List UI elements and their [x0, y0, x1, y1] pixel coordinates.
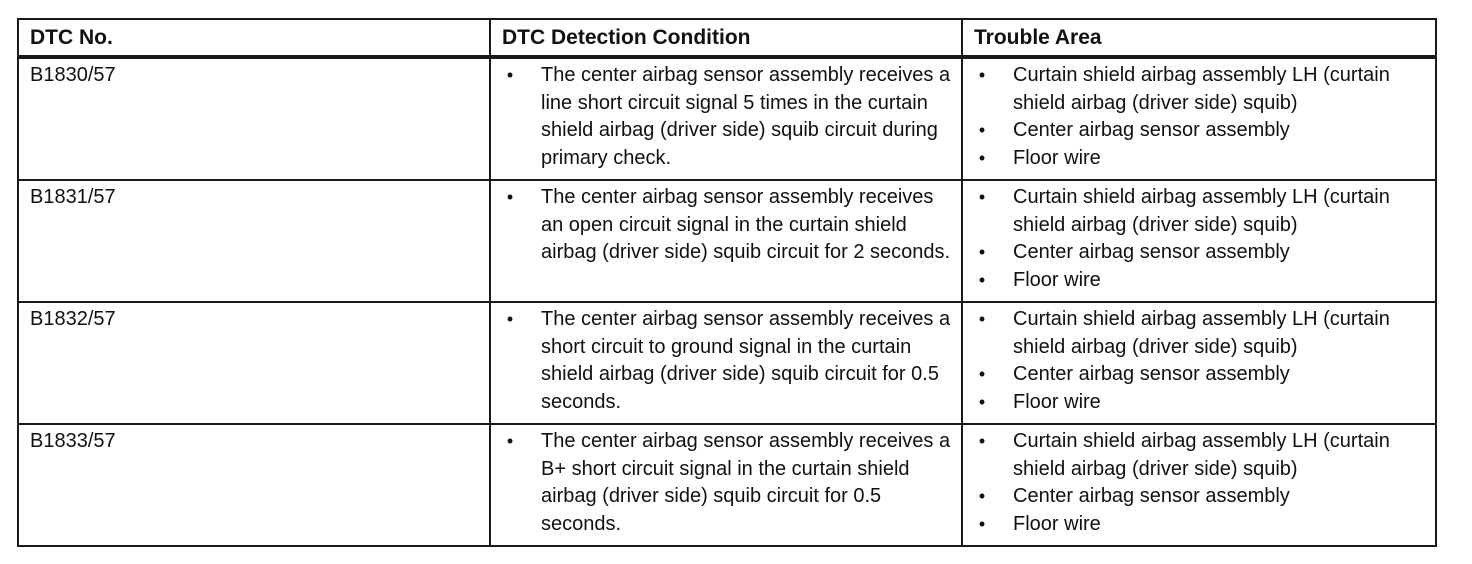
- bullet-icon: •: [978, 391, 986, 412]
- table-row: [18, 302, 1436, 424]
- trouble-area-text: Center airbag sensor assembly: [1013, 119, 1290, 142]
- trouble-area-item: [963, 267, 1435, 295]
- condition-text: The center airbag sensor assembly receives a line short circuit signal 5 times in the curtain shield airbag (driver side) squib circuit during primary check.: [541, 64, 951, 169]
- dtc-code: B1832/57: [18, 302, 490, 424]
- bullet-icon: •: [978, 65, 986, 85]
- condition-item: [491, 184, 961, 267]
- bullet-icon: •: [978, 309, 986, 329]
- bullet-icon: •: [978, 431, 986, 451]
- table-row: [18, 424, 1436, 546]
- trouble-area-item: [963, 306, 1435, 361]
- bullet-icon: •: [506, 187, 514, 207]
- trouble-area: [962, 180, 1436, 302]
- condition-item: [491, 306, 961, 416]
- bullet-icon: •: [506, 65, 514, 85]
- trouble-area-text: Curtain shield airbag assembly LH (curtain shield airbag (driver side) squib): [1013, 186, 1390, 236]
- detection-condition: [490, 57, 962, 180]
- condition-text: The center airbag sensor assembly receives an open circuit signal in the curtain shield airbag (driver side) squib circuit for 2 seconds.: [541, 186, 951, 264]
- condition-list: [491, 62, 961, 172]
- header-dtc-no: DTC No.: [18, 19, 490, 57]
- dtc-code: B1831/57: [18, 180, 490, 302]
- dtc-code: B1830/57: [18, 57, 490, 180]
- trouble-area-text: Center airbag sensor assembly: [1013, 241, 1290, 264]
- bullet-icon: •: [506, 309, 514, 329]
- bullet-icon: •: [506, 431, 514, 451]
- dtc-code: B1833/57: [18, 424, 490, 546]
- condition-list: [491, 428, 961, 538]
- trouble-area-item: [963, 62, 1435, 117]
- trouble-area-item: [963, 239, 1435, 267]
- trouble-area-list: [963, 62, 1435, 172]
- bullet-icon: •: [978, 242, 986, 263]
- detection-condition: [490, 302, 962, 424]
- condition-text: The center airbag sensor assembly receives a short circuit to ground signal in the curtain shield airbag (driver side) squib circuit for 0.5 seconds.: [541, 308, 951, 413]
- trouble-area-text: Curtain shield airbag assembly LH (curtain shield airbag (driver side) squib): [1013, 430, 1390, 480]
- trouble-area-item: [963, 117, 1435, 145]
- trouble-area-item: [963, 145, 1435, 173]
- detection-condition: [490, 424, 962, 546]
- trouble-area-list: [963, 184, 1435, 294]
- trouble-area-item: [963, 483, 1435, 511]
- table-header: [18, 19, 1436, 57]
- trouble-area-item: [963, 361, 1435, 389]
- header-detection-condition: DTC Detection Condition: [490, 19, 962, 57]
- bullet-icon: •: [978, 486, 986, 507]
- trouble-area-text: Curtain shield airbag assembly LH (curtain shield airbag (driver side) squib): [1013, 64, 1390, 114]
- trouble-area: [962, 302, 1436, 424]
- trouble-area-list: [963, 428, 1435, 538]
- condition-item: [491, 428, 961, 538]
- trouble-area-text: Floor wire: [1013, 268, 1101, 291]
- dtc-table: [17, 18, 1437, 547]
- trouble-area-item: [963, 428, 1435, 483]
- condition-text: The center airbag sensor assembly receives a B+ short circuit signal in the curtain shield airbag (driver side) squib circuit for 0.5 seconds.: [541, 430, 951, 535]
- trouble-area-text: Floor wire: [1013, 390, 1101, 413]
- bullet-icon: •: [978, 513, 986, 534]
- detection-condition: [490, 180, 962, 302]
- trouble-area-text: Center airbag sensor assembly: [1013, 485, 1290, 508]
- trouble-area-list: [963, 306, 1435, 416]
- condition-item: [491, 62, 961, 172]
- header-trouble-area: Trouble Area: [962, 19, 1436, 57]
- header-row: [18, 19, 1436, 57]
- trouble-area-text: Floor wire: [1013, 146, 1101, 169]
- trouble-area-item: [963, 389, 1435, 417]
- trouble-area-item: [963, 184, 1435, 239]
- bullet-icon: •: [978, 147, 986, 168]
- trouble-area: [962, 424, 1436, 546]
- table-body: [18, 57, 1436, 546]
- bullet-icon: •: [978, 120, 986, 141]
- table-row: [18, 57, 1436, 180]
- table-row: [18, 180, 1436, 302]
- bullet-icon: •: [978, 269, 986, 290]
- condition-list: [491, 306, 961, 416]
- trouble-area-text: Floor wire: [1013, 512, 1101, 535]
- trouble-area-text: Center airbag sensor assembly: [1013, 363, 1290, 386]
- trouble-area: [962, 57, 1436, 180]
- condition-list: [491, 184, 961, 267]
- trouble-area-item: [963, 511, 1435, 539]
- bullet-icon: •: [978, 364, 986, 385]
- bullet-icon: •: [978, 187, 986, 207]
- trouble-area-text: Curtain shield airbag assembly LH (curtain shield airbag (driver side) squib): [1013, 308, 1390, 358]
